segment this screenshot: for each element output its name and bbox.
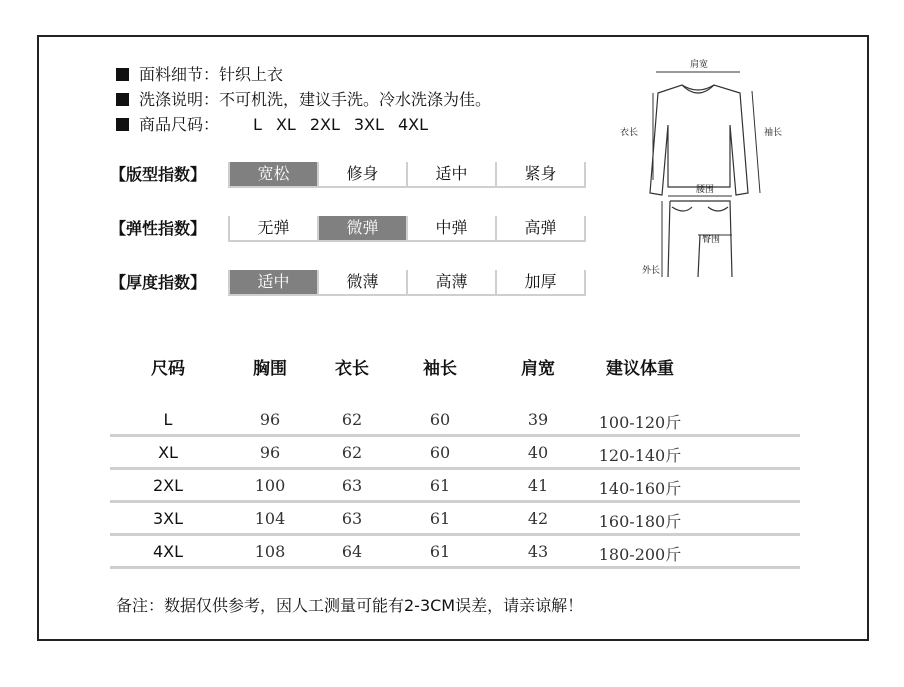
- size-label: 商品尺码：: [139, 115, 220, 134]
- table-header-cell: 尺码: [151, 359, 185, 379]
- table-cell: 160-180斤: [598, 512, 682, 531]
- length-label: 衣长: [620, 128, 639, 138]
- table-cell: 104: [254, 509, 286, 528]
- bullet-square-icon: [116, 93, 129, 106]
- outseam-label: 外长: [642, 266, 661, 276]
- sleeve-measure-line: [752, 91, 760, 193]
- washing-text: 洗涤说明：不可机洗，建议手洗。冷水洗涤为佳。: [139, 90, 492, 109]
- table-header-cell: 袖长: [423, 359, 457, 379]
- size-option: 4XL: [397, 115, 428, 134]
- index-options: [228, 162, 586, 188]
- index-row: [110, 270, 586, 296]
- table-cell: 120-140斤: [598, 446, 682, 465]
- table-cell: L: [163, 410, 173, 429]
- table-cell: 4XL: [152, 542, 184, 561]
- bullet-square-icon: [116, 118, 129, 131]
- table-cell: 63: [341, 476, 363, 495]
- index-option-selected: 微弹: [317, 216, 406, 240]
- shirt-outline-icon: [650, 85, 748, 195]
- bullet-square-icon: [116, 68, 129, 81]
- info-washing: [116, 89, 491, 111]
- table-cell: 140-160斤: [598, 479, 682, 498]
- table-cell: 43: [527, 542, 549, 561]
- info-sizes: [116, 114, 442, 136]
- size-option: L: [253, 115, 262, 134]
- size-option: 2XL: [309, 115, 340, 134]
- table-header-cell: 建议体重: [606, 359, 674, 379]
- index-option: 中弹: [406, 216, 495, 240]
- table-header-cell: 胸围: [253, 359, 287, 379]
- table-cell: 60: [429, 410, 451, 429]
- table-cell: 2XL: [152, 476, 184, 495]
- table-cell: 62: [341, 443, 363, 462]
- shoulder-label: 肩宽: [690, 60, 709, 70]
- table-cell: 40: [527, 443, 549, 462]
- footnote: 备注：数据仅供参考，因人工测量可能有2-3CM误差，请亲谅解！: [116, 596, 584, 615]
- index-option: 无弹: [228, 216, 317, 240]
- table-cell: XL: [158, 443, 178, 462]
- table-header: [110, 340, 800, 390]
- index-label: 【厚度指数】: [110, 273, 207, 292]
- index-option: 适中: [406, 162, 495, 186]
- table-header-cell: 肩宽: [521, 359, 555, 379]
- index-option-selected: 适中: [228, 270, 317, 294]
- table-cell: 3XL: [152, 509, 184, 528]
- index-options: [228, 270, 586, 296]
- table-row: [110, 437, 800, 470]
- index-option: 高薄: [406, 270, 495, 294]
- fabric-text: 面料细节：针织上衣: [139, 65, 284, 84]
- sleeve-label: 袖长: [764, 128, 783, 138]
- index-label: 【弹性指数】: [110, 219, 207, 238]
- table-header-cell: 衣长: [335, 359, 369, 379]
- table-cell: 108: [254, 542, 286, 561]
- table-cell: 61: [429, 476, 451, 495]
- table-cell: 39: [527, 410, 549, 429]
- table-cell: 41: [527, 476, 549, 495]
- table-row: [110, 470, 800, 503]
- index-option: 修身: [317, 162, 406, 186]
- table-cell: 42: [527, 509, 549, 528]
- table-cell: 100-120斤: [598, 413, 682, 432]
- index-option: 紧身: [495, 162, 586, 186]
- size-list: [253, 115, 442, 134]
- index-row: [110, 216, 586, 242]
- table-cell: 180-200斤: [598, 545, 682, 564]
- table-cell: 60: [429, 443, 451, 462]
- pants-outline-icon: [668, 201, 732, 277]
- table-cell: 64: [341, 542, 363, 561]
- measurement-diagram: [620, 55, 790, 285]
- size-option: 3XL: [353, 115, 384, 134]
- table-row: [110, 404, 800, 437]
- index-options: [228, 216, 586, 242]
- table-cell: 96: [259, 443, 281, 462]
- table-cell: 61: [429, 509, 451, 528]
- table-row: [110, 503, 800, 536]
- table-cell: 61: [429, 542, 451, 561]
- size-option: XL: [275, 115, 296, 134]
- index-option: 微薄: [317, 270, 406, 294]
- index-option: 加厚: [495, 270, 586, 294]
- hip-label: 臀围: [702, 235, 721, 245]
- table-cell: 63: [341, 509, 363, 528]
- table-cell: 62: [341, 410, 363, 429]
- index-option-selected: 宽松: [228, 162, 317, 186]
- index-option: 高弹: [495, 216, 586, 240]
- info-fabric: [116, 64, 283, 86]
- index-row: [110, 162, 586, 188]
- table-cell: 96: [259, 410, 281, 429]
- table-row: [110, 536, 800, 569]
- index-label: 【版型指数】: [110, 165, 207, 184]
- waist-label: 腰围: [696, 185, 715, 195]
- table-cell: 100: [254, 476, 286, 495]
